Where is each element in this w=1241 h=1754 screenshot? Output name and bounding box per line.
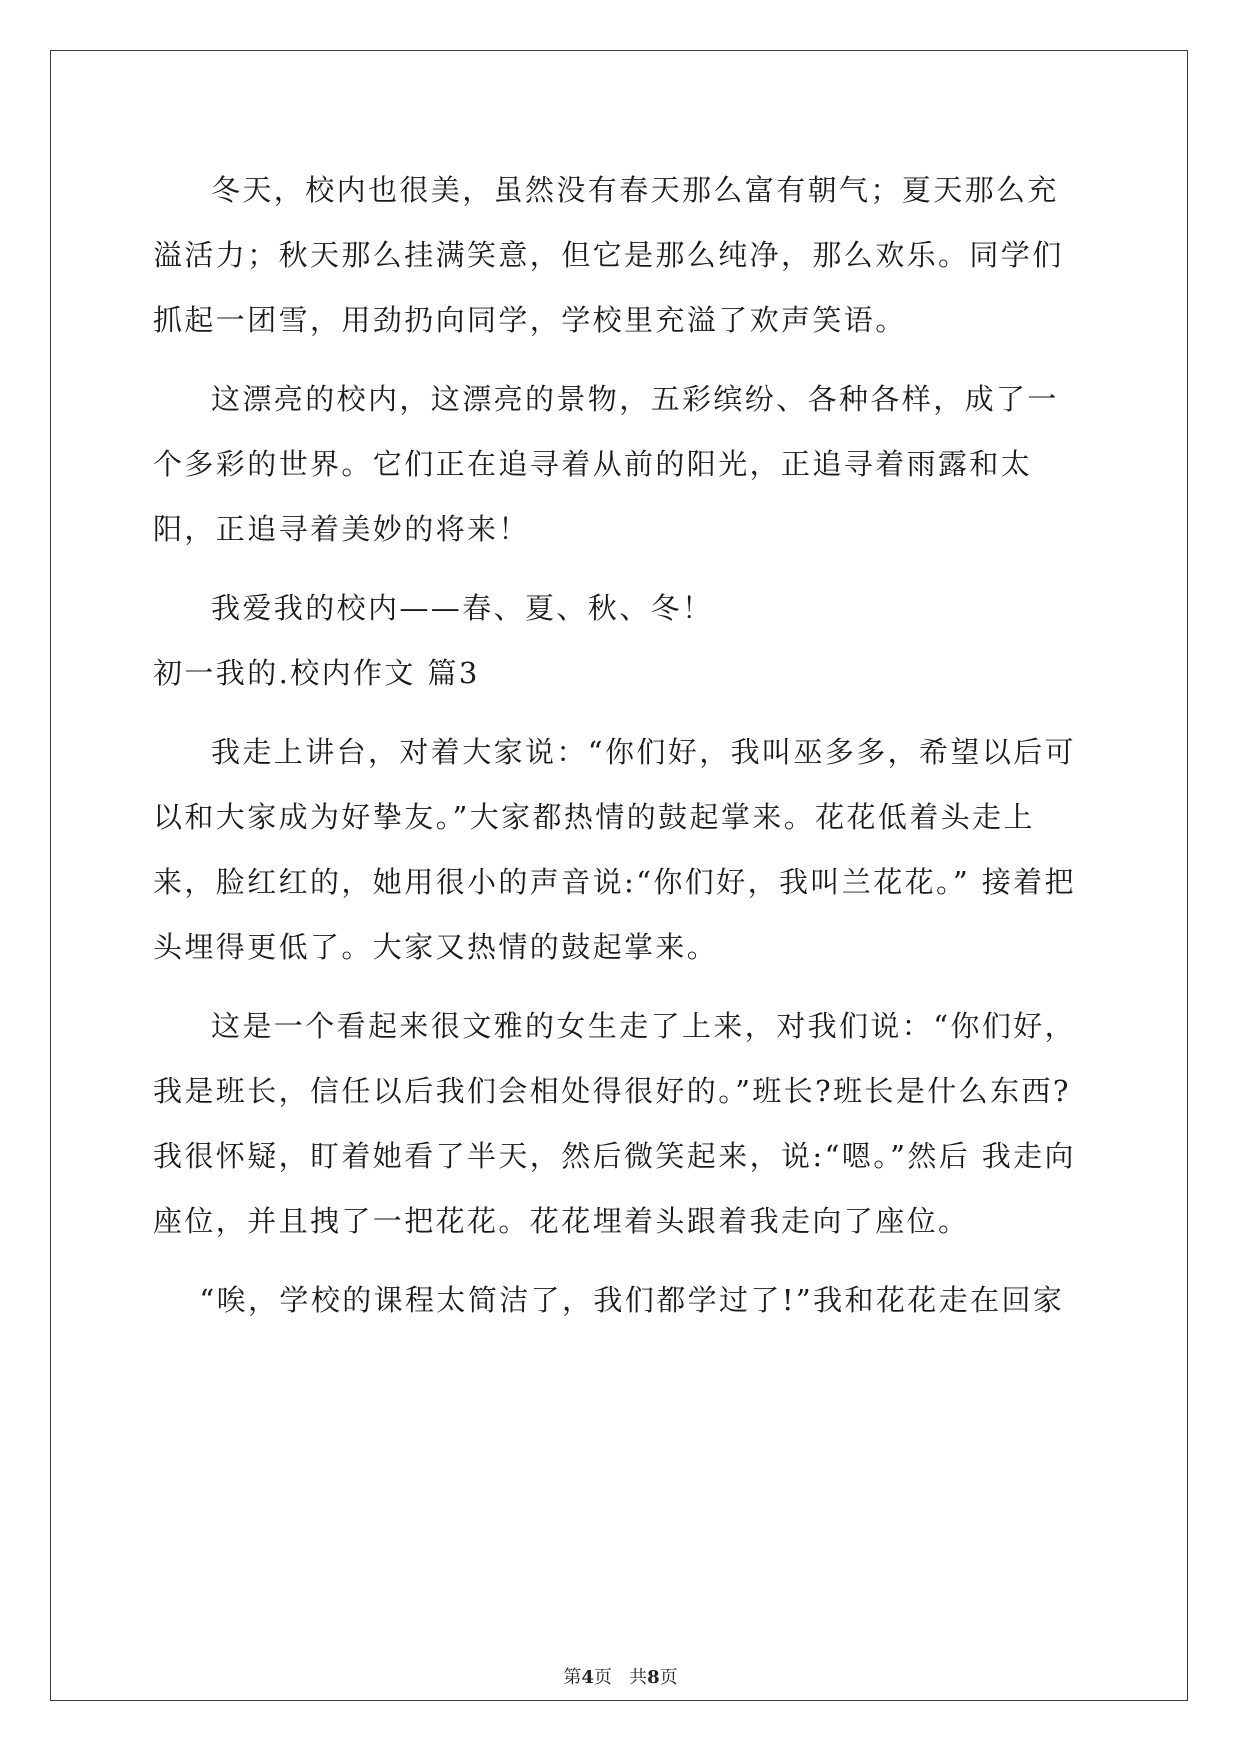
footer-page-suffix: 页 [593,1667,612,1688]
page-footer [0,1663,1241,1689]
paragraph-love-campus: 我爱我的校内——春、夏、秋、冬！ [211,591,714,625]
paragraph-walk-home: “唉，学校的课程太简洁了，我们都学过了!”我和花花走在回家 [199,1283,1065,1317]
paragraph-winter: 冬天，校内也很美，虽然没有春天那么富有朝气；夏天那么充溢活力；秋天那么挂满笑意，但它是那么纯净，那么欢乐。同学们抓起一团雪，用劲扔向同学，学校里充溢了欢声笑语。 [153,173,1064,337]
paragraph-campus-scenery: 这漂亮的校内，这漂亮的景物，五彩缤纷、各种各样，成了一个多彩的世界。它们正在追寻着从前的阳光，正追寻着雨露和太阳，正追寻着美妙的将来！ [153,382,1059,546]
footer-total-pages: 8 [647,1667,660,1688]
paragraph-class-monitor: 这是一个看起来很文雅的女生走了上来，对我们说：“你们好，我是班长，信任以后我们会相处得很好的。”班长?班长是什么东西?我很怀疑，盯着她看了半天，然后微笑起来，说:“嗯。”然后 我走向座位，并且拽了一把花花。花花埋着头跟着我走向了座位。 [153,1009,1077,1238]
document-body [153,158,1088,1333]
paragraph-introduction: 我走上讲台，对着大家说：“你们好，我叫巫多多，希望以后可以和大家成为好挚友。”大家都热情的鼓起掌来。花花低着头走上来，脸红红的，她用很小的声音说:“你们好，我叫兰花花。” 接着把头埋得更低了。大家又热情的鼓起掌来。 [153,735,1077,964]
footer-total-suffix: 页 [659,1667,678,1688]
footer-prefix: 第 [563,1667,582,1688]
footer-page-number: 4 [581,1667,594,1688]
section-heading: 初一我的.校内作文 篇3 [153,656,480,690]
footer-total-prefix: 共 [629,1667,648,1688]
